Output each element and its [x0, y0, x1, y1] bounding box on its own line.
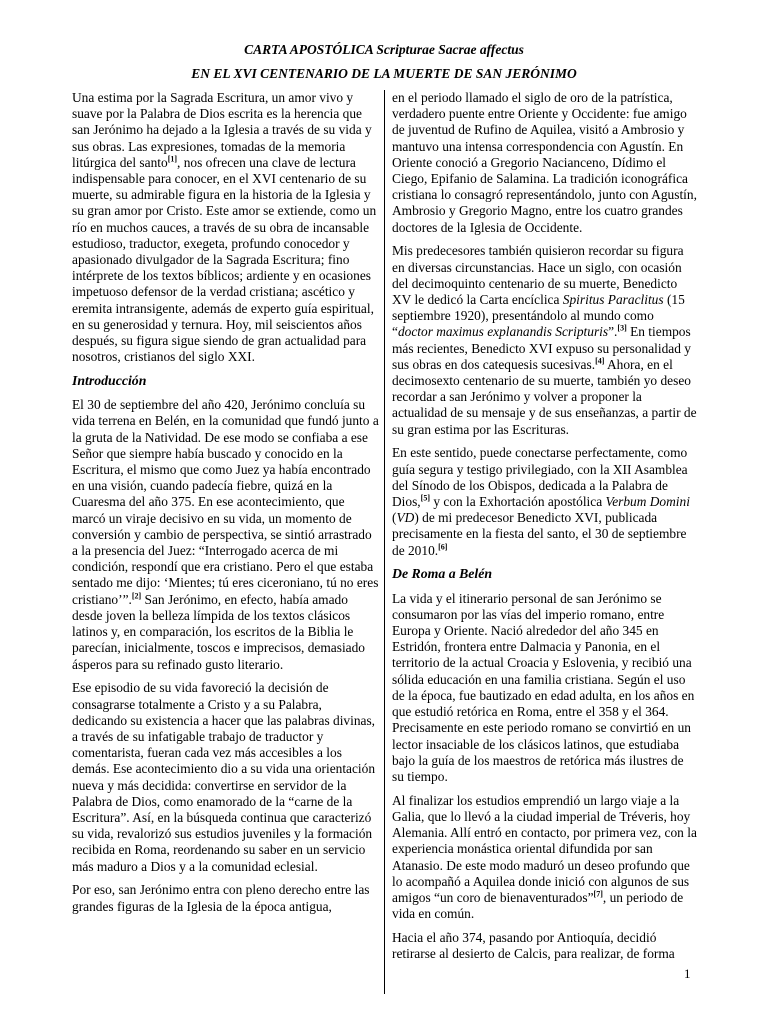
footnote-ref[interactable]: [1]	[167, 154, 178, 164]
text: , nos ofrecen una clave de lectura indispensable para conocer, en el XVI centenario de su muerte, su admirable figura en la historia de la Iglesia y su gran amor por Cristo. Este amor se extiende, como un río en muchos cauces, a través de su obra de incansable estudioso, traductor, exegeta, profundo conocedor y apasionado divulgador de la Sagrada Escritura; fino intérprete de los textos bíblicos; ardiente y en ocasiones impetuoso defensor de la verdad cristiana; ascético y eremita intransigente, además de experto guía espiritual, en su generosidad y ternura. Hoy, mil seiscientos años después, su figura sigue siendo de gran actualidad para nosotros, cristianos del siglo XXI.	[72, 154, 377, 365]
document-subtitle: EN EL XVI CENTENARIO DE LA MUERTE DE SAN JERÓNIMO	[191, 66, 577, 81]
text: , un periodo de vida en común.	[392, 889, 684, 922]
paragraph	[72, 90, 380, 365]
title-prefix: CARTA APOSTÓLICA	[244, 42, 377, 57]
footnote-ref[interactable]: [6]	[438, 542, 448, 552]
footnote-ref[interactable]: [4]	[595, 356, 605, 366]
text: En tiempos más recientes, Benedicto XVI expuso su personalidad y sus obras en dos catequesis sucesivas.	[392, 324, 691, 372]
paragraph: La vida y el itinerario personal de san Jerónimo se consumaron por las vías del imperio romano, entre Europa y Oriente. Nació alrededor del año 345 en Estridón, frontera entre Dalmacia y Panonia, en el territorio de la actual Croacia y Eslovenia, y recibió una sólida educación en una familia cristiana. Según el uso de la época, fue bautizado en edad adulta, en los años en que estudió retórica en Roma, entre el 358 y el 364. Precisamente en este periodo romano se convirtió en un lector insaciable de los clásicos latinos, que estudiaba bajo la guía de los maestros de retórica más ilustres de su tiempo.	[392, 590, 695, 784]
footnote-ref[interactable]: [3]	[617, 323, 627, 333]
column-divider	[384, 90, 385, 994]
section-heading-introduccion: Introducción	[72, 373, 147, 389]
paragraph	[392, 445, 698, 558]
document-title	[0, 42, 768, 58]
section-heading-de-roma-a-belen: De Roma a Belén	[392, 566, 493, 582]
text: y con la Exhortación apostólica	[429, 494, 606, 510]
text: ”.	[608, 324, 618, 340]
right-column	[392, 90, 698, 970]
paragraph	[392, 243, 698, 437]
left-column	[72, 90, 380, 922]
footnote-ref[interactable]: [5]	[420, 493, 430, 503]
text: Al finalizar los estudios emprendió un largo viaje a la Galia, que lo llevó a la ciudad imperial de Tréveris, hoy Alemania. Allí entró en contacto, por primera vez, con la experiencia monástica oriental difundida por san Atanasio. De este modo maduró un deseo profundo que lo acompañó a Aquilea donde inició con algunos de sus amigos “un coro de bienaventurados”	[392, 792, 697, 905]
text: El 30 de septiembre del año 420, Jerónimo concluía su vida terrena en Belén, en la comunidad que fundó junto a la gruta de la Natividad. De ese modo se confiaba a ese Señor que siempre había buscado y conocido en la Escritura, el mismo que como Juez ya había encontrado en una visión, cuando padecía fiebre, quizá en la Cuaresma del año 375. En ese acontecimiento, que marcó un viraje decisivo en su vida, un momento de conversión y cambio de perspectiva, se sintió arrastrado a la presencia del Juez: “Interrogado acerca de mi condición, respondí que era cristiano. Pero el que estaba sentado me dijo: ‘Mientes; tú eres ciceroniano, tú no eres cristiano’”.	[72, 397, 379, 607]
paragraph: en el periodo llamado el siglo de oro de la patrística, verdadero puente entre Oriente y Occidente: fue amigo de juventud de Rufino de Aquilea, visitó a Ambrosio y mantuvo una intensa correspondencia con Agustín. En Oriente conoció a Gregorio Nacianceno, Dídimo el Ciego, Epifanio de Salamina. La tradición iconográfica cristiana lo consagró representándolo, junto con Agustín, Ambrosio y Gregorio Magno, entre los cuatro grandes doctores de la Iglesia de Occidente.	[392, 90, 697, 235]
text: Una estima por la Sagrada Escritura, un amor vivo y suave por la Palabra de Dios escrita es la herencia que san Jerónimo ha dejado a la Iglesia a través de su vida y sus obras. Las expresiones, tomadas de la memoria litúrgica del santo	[72, 90, 372, 170]
italic-title: Verbum Domini	[605, 494, 690, 510]
text: San Jerónimo, en efecto, había amado desde joven la belleza límpida de los textos clásicos latinos y, en comparación, los escritos de la Biblia le parecían, inicialmente, toscos e imprecisos, demasiado ásperos para su refinado gusto literario.	[72, 591, 366, 672]
italic-abbrev: VD	[396, 510, 415, 526]
paragraph	[72, 397, 380, 672]
paragraph: Por eso, san Jerónimo entra con pleno derecho entre las grandes figuras de la Iglesia de la época antigua,	[72, 882, 370, 914]
text: (15 septiembre 1920), presentándolo al mundo como “	[392, 292, 685, 340]
paragraph: Hacia el año 374, pasando por Antioquía, decidió retirarse al desierto de Calcis, para realizar, de forma	[392, 929, 675, 962]
italic-quote: doctor maximus explanandis Scripturis	[397, 324, 609, 340]
title-latin: Scripturae Sacrae affectus	[376, 42, 524, 57]
italic-title: Spiritus Paraclitus	[562, 292, 664, 308]
text: En este sentido, puede conectarse perfectamente, como guía segura y testigo privilegiado, con la XII Asamblea del Sínodo de los Obispos, dedicada a la Palabra de Dios,	[392, 445, 688, 510]
text: Mis predecesores también quisieron recordar su figura en diversas circunstancias. Hace un siglo, con ocasión del decimoquinto centenario de su muerte, Benedicto XV le dedicó la Carta encíclica	[392, 243, 684, 308]
text: (	[392, 510, 397, 526]
footnote-ref[interactable]: [7]	[593, 889, 603, 899]
paragraph	[392, 793, 698, 923]
paragraph: Ese episodio de su vida favoreció la decisión de consagrarse totalmente a Cristo y a su Palabra, dedicando su existencia a hacer que las palabras divinas, a través de su infatigable trabajo de traductor y comentarista, fueran cada vez más accesibles a los demás. Ese acontecimiento dio a su vida una orientación nueva y más decidida: convertirse en servidor de la Palabra de Dios, como enamorado de la “carne de la Escritura”. Así, en la búsqueda continua que caracterizó su vida, revalorizó sus estudios juveniles y la formación recibida en Roma, reordenando su saber en un servicio más maduro a Dios y a la comunidad eclesial.	[72, 680, 376, 874]
page-number: 1	[684, 966, 691, 981]
text: Ahora, en el decimosexto centenario de su muerte, también yo deseo recordar a san Jerónimo y volver a proponer la actualidad de su mensaje y de sus enseñanzas, a partir de su gran estima por las Escrituras.	[392, 356, 697, 437]
footnote-ref[interactable]: [2]	[131, 591, 142, 601]
text: ) de mi predecesor Benedicto XVI, publicada precisamente en la fiesta del santo, el 30 de septiembre de 2010.	[392, 510, 687, 558]
